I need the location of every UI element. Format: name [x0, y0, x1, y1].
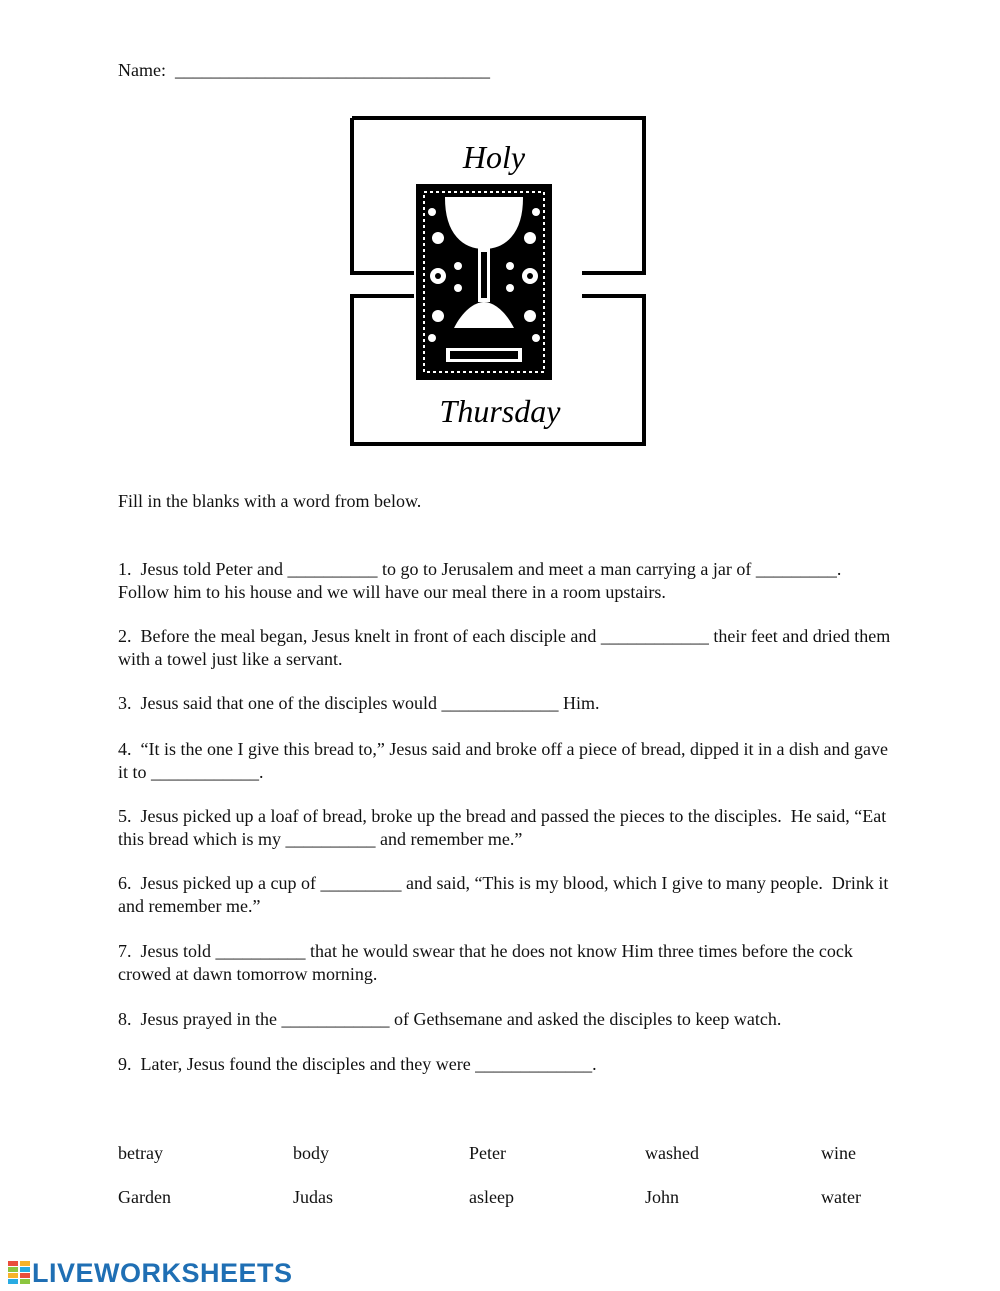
word-bank-item: water	[821, 1187, 861, 1207]
question-3: 3. Jesus said that one of the disciples would _____________ Him.	[118, 693, 600, 713]
question-9: 9. Later, Jesus found the disciples and they were _____________.	[118, 1054, 597, 1074]
name-field-label: Name: ___________________________________	[118, 60, 490, 80]
word-bank-item: asleep	[469, 1187, 514, 1207]
question-1: 1. Jesus told Peter and __________ to go to Jerusalem and meet a man carrying a jar of _________. Follow him to his house and we will have our meal there in a room upstairs.	[118, 559, 851, 602]
liveworksheets-brand	[8, 1258, 293, 1288]
instructions-text: Fill in the blanks with a word from below.	[118, 491, 422, 511]
word-bank-item: Peter	[469, 1143, 506, 1163]
question-5: 5. Jesus picked up a loaf of bread, broke up the bread and passed the pieces to the disciples. He said, “Eat this bread which is my __________ and remember me.”	[118, 806, 891, 849]
word-bank-item: Judas	[293, 1187, 333, 1207]
logo-word-thursday: Thursday	[439, 393, 561, 429]
word-bank-item: Garden	[118, 1187, 171, 1207]
liveworksheets-logo-icon	[8, 1261, 30, 1285]
brand-name: LIVEWORKSHEETS	[32, 1258, 293, 1288]
logo-word-holy: Holy	[462, 139, 526, 175]
chalice-icon	[416, 184, 552, 380]
question-2: 2. Before the meal began, Jesus knelt in front of each disciple and ____________ their feet and dried them with a towel just like a servant.	[118, 626, 895, 669]
question-6: 6. Jesus picked up a cup of _________ and said, “This is my blood, which I give to many people. Drink it and remember me.”	[118, 873, 893, 916]
word-bank-item: John	[645, 1187, 680, 1207]
holy-thursday-logo	[350, 116, 646, 446]
word-bank-item: wine	[821, 1143, 856, 1163]
question-8: 8. Jesus prayed in the ____________ of Gethsemane and asked the disciples to keep watch.	[118, 1009, 782, 1029]
word-bank-item: washed	[645, 1143, 699, 1163]
question-7: 7. Jesus told __________ that he would swear that he does not know Him three times before the cock crowed at dawn tomorrow morning.	[118, 941, 858, 984]
word-bank-item: betray	[118, 1143, 163, 1163]
question-4: 4. “It is the one I give this bread to,” Jesus said and broke off a piece of bread, dipped it in a dish and gave it to ____________.	[118, 739, 893, 782]
word-bank-item: body	[293, 1143, 329, 1163]
